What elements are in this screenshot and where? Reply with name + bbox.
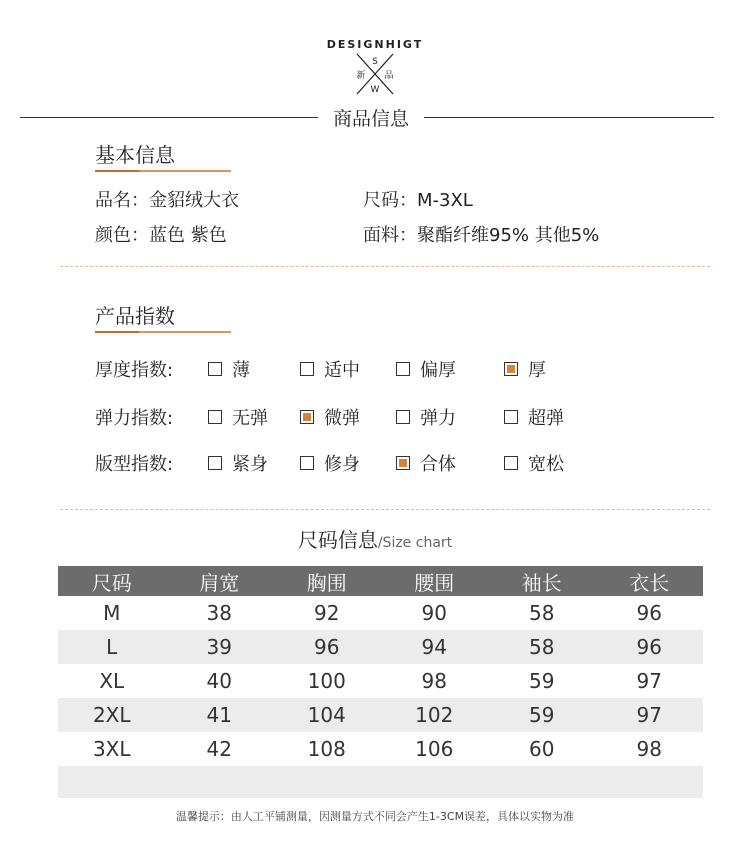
table-cell: XL [58,664,166,698]
table-cell: 98 [596,732,704,766]
table-cell: 96 [596,630,704,664]
size-chart-title [0,524,750,553]
size-chart-title-cn: 尺码信息 [297,528,378,552]
table-cell: 59 [488,698,596,732]
fit-option[interactable]: 紧身 [208,450,268,476]
checkbox-icon [208,362,222,376]
table-cell: 100 [273,664,381,698]
table-cell: 102 [381,698,489,732]
basic-info-heading: 基本信息 [95,143,175,167]
table-cell: 108 [273,732,381,766]
table-cell: 92 [273,596,381,630]
table-cell: M [58,596,166,630]
table-blank-row [58,766,703,798]
thickness-option[interactable]: 偏厚 [396,356,456,382]
measurement-note: 温馨提示：由人工平铺测量，因测量方式不同会产生1-3CM误差，具体以实物为准 [175,810,575,823]
checkbox-icon [504,456,518,470]
table-cell: 3XL [58,732,166,766]
checkbox-icon [208,410,222,424]
table-cell: 94 [381,630,489,664]
logo-cross-mark [300,48,450,100]
product-index-heading: 产品指数 [95,304,175,328]
size-table [58,566,703,798]
thickness-option[interactable]: 适中 [300,356,360,382]
checkbox-checked-icon [504,362,518,376]
checkbox-icon [396,362,410,376]
table-row [58,732,703,766]
logo-letter-bottom: W [370,85,380,95]
table-cell: 38 [166,596,274,630]
table-cell: 96 [596,596,704,630]
checkbox-checked-icon [300,410,314,424]
table-cell: 60 [488,732,596,766]
fit-option[interactable]: 宽松 [504,450,564,476]
thickness-index-label: 厚度指数: [95,360,174,381]
table-cell: 59 [488,664,596,698]
header-size: 尺码 [58,566,166,596]
table-row [58,698,703,732]
table-cell: 58 [488,596,596,630]
thickness-option[interactable]: 厚 [504,356,546,382]
table-cell: 106 [381,732,489,766]
elasticity-option[interactable]: 超弹 [504,404,564,430]
brand-name: DESIGNHIGT [326,38,424,51]
checkbox-icon [504,410,518,424]
thickness-option[interactable]: 薄 [208,356,250,382]
logo-letter-top: S [372,57,378,67]
dotted-divider-1 [60,266,710,267]
elasticity-option[interactable]: 微弹 [300,404,360,430]
table-cell: 97 [596,664,704,698]
brand-logo [300,38,450,98]
table-cell: 40 [166,664,274,698]
table-cell: 104 [273,698,381,732]
dotted-divider-2 [60,509,710,510]
fit-option[interactable]: 修身 [300,450,360,476]
table-cell: 39 [166,630,274,664]
header-chest: 胸围 [273,566,381,596]
table-row [58,630,703,664]
table-cell: 42 [166,732,274,766]
elasticity-index-label: 弹力指数: [95,408,174,429]
logo-letter-right: 品 [384,71,394,81]
elasticity-option[interactable]: 弹力 [396,404,456,430]
table-cell: 41 [166,698,274,732]
checkbox-icon [396,410,410,424]
fit-index-label: 版型指数: [95,454,174,475]
elasticity-option[interactable]: 无弹 [208,404,268,430]
checkbox-checked-icon [396,456,410,470]
checkbox-icon [208,456,222,470]
checkbox-icon [300,456,314,470]
header-length: 衣长 [596,566,704,596]
product-fabric: 面料：聚酯纤维95% 其他5% [363,225,600,246]
header-sleeve: 袖长 [488,566,596,596]
size-chart-title-en: /Size chart [377,535,453,551]
section-title: 商品信息 [332,108,409,130]
product-color: 颜色：蓝色 紫色 [95,225,227,246]
basic-info-underline [95,170,231,172]
table-cell: 97 [596,698,704,732]
table-cell: 2XL [58,698,166,732]
header-shoulder: 肩宽 [166,566,274,596]
fit-option[interactable]: 合体 [396,450,456,476]
table-row [58,664,703,698]
table-cell: L [58,630,166,664]
table-row [58,596,703,630]
product-size-range: 尺码：M-3XL [363,190,473,211]
size-table-header [58,566,703,596]
divider-right [424,117,714,118]
checkbox-icon [300,362,314,376]
table-cell: 90 [381,596,489,630]
table-cell: 98 [381,664,489,698]
table-cell: 96 [273,630,381,664]
divider-left [20,117,318,118]
product-name: 品名：金貂绒大衣 [95,190,239,211]
header-waist: 腰围 [381,566,489,596]
logo-letter-left: 新 [356,71,366,81]
product-index-underline [95,331,231,333]
table-cell: 58 [488,630,596,664]
